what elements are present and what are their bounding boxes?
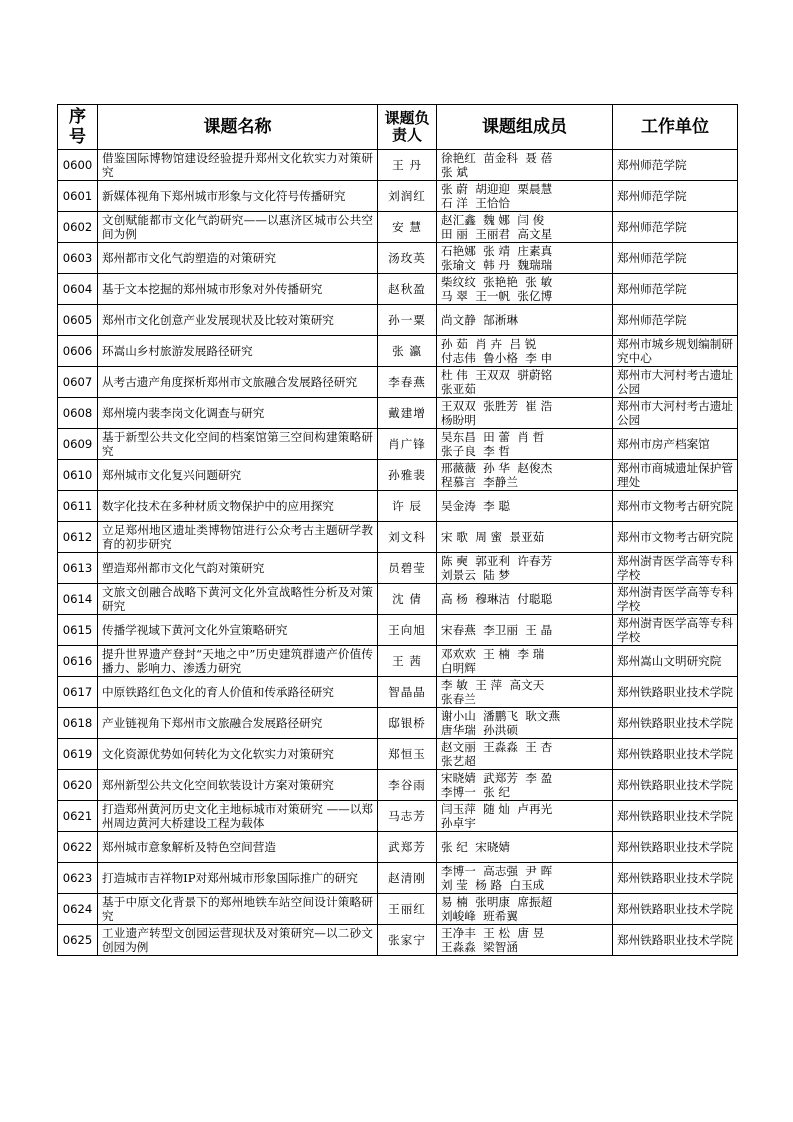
table-row	[58, 212, 738, 243]
work-unit: 郑州澍青医学高等专科学校	[613, 584, 738, 615]
project-members: 张 纪 宋晓婧	[437, 832, 613, 863]
project-title: 环嵩山乡村旅游发展路径研究	[98, 336, 378, 367]
work-unit: 郑州市文物考古研究院	[613, 522, 738, 553]
header-members: 课题组成员	[437, 105, 613, 150]
row-number: 0600	[58, 150, 98, 181]
row-number: 0619	[58, 739, 98, 770]
table-row	[58, 243, 738, 274]
project-title: 郑州新型公共文化空间软装设计方案对策研究	[98, 770, 378, 801]
work-unit: 郑州市城乡规划编制研究中心	[613, 336, 738, 367]
project-title: 基于文本挖掘的郑州城市形象对外传播研究	[98, 274, 378, 305]
row-number: 0601	[58, 181, 98, 212]
project-title: 塑造郑州都市文化气韵对策研究	[98, 553, 378, 584]
project-members: 柴纹纹 张艳艳 张 敏 马 翠 王一帆 张亿博	[437, 274, 613, 305]
header-unit: 工作单位	[613, 105, 738, 150]
project-leader: 马志芳	[378, 801, 437, 832]
project-leader: 许 辰	[378, 491, 437, 522]
project-members: 李 敏 王 萍 高文天 张春兰	[437, 677, 613, 708]
table-row	[58, 894, 738, 925]
row-number: 0621	[58, 801, 98, 832]
work-unit: 郑州市大河村考古遗址公园	[613, 367, 738, 398]
work-unit: 郑州铁路职业技术学院	[613, 770, 738, 801]
row-number: 0625	[58, 925, 98, 956]
project-leader: 赵清刚	[378, 863, 437, 894]
project-table	[57, 104, 738, 956]
row-number: 0616	[58, 646, 98, 677]
project-leader: 王向旭	[378, 615, 437, 646]
project-title: 数字化技术在多种材质文物保护中的应用探究	[98, 491, 378, 522]
header-leader: 课题负责人	[378, 105, 437, 150]
project-leader: 邸银桥	[378, 708, 437, 739]
project-members: 孙 茹 肖 卉 吕 锐 付志伟 鲁小格 李 申	[437, 336, 613, 367]
table-row	[58, 336, 738, 367]
row-number: 0604	[58, 274, 98, 305]
header-row	[58, 105, 738, 150]
project-leader: 肖广锋	[378, 429, 437, 460]
table-row	[58, 181, 738, 212]
project-members: 赵汇鑫 魏 娜 闫 俊 田 丽 王丽君 高文星	[437, 212, 613, 243]
row-number: 0624	[58, 894, 98, 925]
work-unit: 郑州师范学院	[613, 150, 738, 181]
work-unit: 郑州市商城遗址保护管理处	[613, 460, 738, 491]
project-leader: 汤玫英	[378, 243, 437, 274]
table-row	[58, 274, 738, 305]
table-row	[58, 925, 738, 956]
project-title: 郑州城市文化复兴问题研究	[98, 460, 378, 491]
project-members: 宋春燕 李卫丽 王 晶	[437, 615, 613, 646]
table-row	[58, 429, 738, 460]
project-title: 打造城市吉祥物IP对郑州城市形象国际推广的研究	[98, 863, 378, 894]
project-leader: 王丽红	[378, 894, 437, 925]
table-row	[58, 677, 738, 708]
project-members: 尚文静 郜淅琳	[437, 305, 613, 336]
work-unit: 郑州市文物考古研究院	[613, 491, 738, 522]
project-members: 陈 奭 郭亚利 许春芳 刘景云 陆 梦	[437, 553, 613, 584]
table-row	[58, 491, 738, 522]
row-number: 0617	[58, 677, 98, 708]
table-row	[58, 553, 738, 584]
project-leader: 郑恒玉	[378, 739, 437, 770]
row-number: 0620	[58, 770, 98, 801]
project-members: 邓欢欢 王 楠 李 瑞 白明辉	[437, 646, 613, 677]
project-members: 宋晓婧 武郑芳 李 盈 李博一 张 纪	[437, 770, 613, 801]
table-row	[58, 460, 738, 491]
row-number: 0606	[58, 336, 98, 367]
project-leader: 王 丹	[378, 150, 437, 181]
row-number: 0608	[58, 398, 98, 429]
project-leader: 张 瀛	[378, 336, 437, 367]
project-members: 邢薇薇 孙 华 赵俊杰 程慕言 李静兰	[437, 460, 613, 491]
project-members: 徐艳红 苗金科 聂 蓓 张 斌	[437, 150, 613, 181]
row-number: 0618	[58, 708, 98, 739]
project-members: 宋 歌 周 蜜 景亚茹	[437, 522, 613, 553]
work-unit: 郑州市房产档案馆	[613, 429, 738, 460]
project-members: 赵文丽 王淼淼 王 杏 张艺超	[437, 739, 613, 770]
work-unit: 郑州铁路职业技术学院	[613, 801, 738, 832]
table-row	[58, 615, 738, 646]
project-title: 郑州境内裴李岗文化调查与研究	[98, 398, 378, 429]
project-leader: 王 茜	[378, 646, 437, 677]
project-title: 提升世界遗产登封“天地之中”历史建筑群遗产价值传播力、影响力、渗透力研究	[98, 646, 378, 677]
project-leader: 戴建增	[378, 398, 437, 429]
project-leader: 李谷雨	[378, 770, 437, 801]
project-members: 张 蔚 胡迎迎 栗晨慧 石 洋 王恰恰	[437, 181, 613, 212]
project-title: 文创赋能都市文化气韵研究——以惠济区城市公共空间为例	[98, 212, 378, 243]
table-row	[58, 305, 738, 336]
row-number: 0605	[58, 305, 98, 336]
project-leader: 孙雅裴	[378, 460, 437, 491]
project-members: 王净丰 王 松 唐 昱 王淼淼 梁智涵	[437, 925, 613, 956]
project-title: 文化资源优势如何转化为文化软实力对策研究	[98, 739, 378, 770]
row-number: 0613	[58, 553, 98, 584]
table-row	[58, 367, 738, 398]
work-unit: 郑州铁路职业技术学院	[613, 832, 738, 863]
work-unit: 郑州师范学院	[613, 274, 738, 305]
work-unit: 郑州铁路职业技术学院	[613, 708, 738, 739]
row-number: 0603	[58, 243, 98, 274]
table-row	[58, 801, 738, 832]
work-unit: 郑州澍青医学高等专科学校	[613, 553, 738, 584]
project-leader: 李春燕	[378, 367, 437, 398]
work-unit: 郑州师范学院	[613, 181, 738, 212]
work-unit: 郑州澍青医学高等专科学校	[613, 615, 738, 646]
project-members: 吴东昌 田 蕾 肖 哲 张子良 李 哲	[437, 429, 613, 460]
project-title: 文旅文创融合战略下黄河文化外宣战略性分析及对策研究	[98, 584, 378, 615]
work-unit: 郑州师范学院	[613, 305, 738, 336]
table-row	[58, 522, 738, 553]
project-leader: 武郑芳	[378, 832, 437, 863]
work-unit: 郑州师范学院	[613, 243, 738, 274]
project-leader: 赵秋盈	[378, 274, 437, 305]
project-members: 高 杨 穆琳洁 付聪聪	[437, 584, 613, 615]
project-members: 易 楠 张明康 席振超 刘峻峰 班希翼	[437, 894, 613, 925]
project-title: 打造郑州黄河历史文化主地标城市对策研究 ——以郑州周边黄河大桥建设工程为载体	[98, 801, 378, 832]
project-title: 立足郑州地区遗址类博物馆进行公众考古主题研学教育的初步研究	[98, 522, 378, 553]
row-number: 0610	[58, 460, 98, 491]
table-row	[58, 398, 738, 429]
project-leader: 智晶晶	[378, 677, 437, 708]
table-row	[58, 863, 738, 894]
row-number: 0612	[58, 522, 98, 553]
table-row	[58, 708, 738, 739]
project-members: 石艳娜 张 靖 庄素真 张瑜文 韩 丹 魏瑞瑞	[437, 243, 613, 274]
project-leader: 员碧莹	[378, 553, 437, 584]
header-title: 课题名称	[98, 105, 378, 150]
table-row	[58, 150, 738, 181]
project-title: 工业遗产转型文创园运营现状及对策研究—以二砂文创园为例	[98, 925, 378, 956]
row-number: 0614	[58, 584, 98, 615]
project-members: 杜 伟 王双双 骈蔚铭 张亚茹	[437, 367, 613, 398]
work-unit: 郑州市大河村考古遗址公园	[613, 398, 738, 429]
work-unit: 郑州铁路职业技术学院	[613, 863, 738, 894]
row-number: 0611	[58, 491, 98, 522]
project-leader: 张家宁	[378, 925, 437, 956]
project-title: 新媒体视角下郑州城市形象与文化符号传播研究	[98, 181, 378, 212]
project-members: 吴金涛 李 聪	[437, 491, 613, 522]
project-title: 产业链视角下郑州市文旅融合发展路径研究	[98, 708, 378, 739]
work-unit: 郑州铁路职业技术学院	[613, 677, 738, 708]
row-number: 0623	[58, 863, 98, 894]
row-number: 0607	[58, 367, 98, 398]
work-unit: 郑州铁路职业技术学院	[613, 894, 738, 925]
project-leader: 刘润红	[378, 181, 437, 212]
project-title: 郑州城市意象解析及特色空间营造	[98, 832, 378, 863]
row-number: 0615	[58, 615, 98, 646]
table-row	[58, 739, 738, 770]
work-unit: 郑州铁路职业技术学院	[613, 925, 738, 956]
project-leader: 沈 倩	[378, 584, 437, 615]
work-unit: 郑州师范学院	[613, 212, 738, 243]
row-number: 0602	[58, 212, 98, 243]
header-no: 序号	[58, 105, 98, 150]
project-title: 借鉴国际博物馆建设经验提升郑州文化软实力对策研究	[98, 150, 378, 181]
project-leader: 安 慧	[378, 212, 437, 243]
project-title: 基于新型公共文化空间的档案馆第三空间构建策略研究	[98, 429, 378, 460]
project-title: 中原铁路红色文化的育人价值和传承路径研究	[98, 677, 378, 708]
project-members: 王双双 张胜芳 崔 浩 杨盼明	[437, 398, 613, 429]
project-title: 郑州都市文化气韵塑造的对策研究	[98, 243, 378, 274]
project-title: 传播学视域下黄河文化外宣策略研究	[98, 615, 378, 646]
project-members: 闫玉萍 随 灿 卢再光 孙卓宇	[437, 801, 613, 832]
work-unit: 郑州嵩山文明研究院	[613, 646, 738, 677]
project-title: 基于中原文化背景下的郑州地铁车站空间设计策略研究	[98, 894, 378, 925]
project-leader: 孙一粟	[378, 305, 437, 336]
project-members: 李博一 高志强 尹 晖 刘 莹 杨 路 白玉成	[437, 863, 613, 894]
table-row	[58, 770, 738, 801]
row-number: 0609	[58, 429, 98, 460]
table-row	[58, 584, 738, 615]
table-row	[58, 832, 738, 863]
project-leader: 刘文科	[378, 522, 437, 553]
project-members: 谢小山 潘鹏飞 耿文燕 唐华瑞 孙洪硕	[437, 708, 613, 739]
project-title: 郑州市文化创意产业发展现状及比较对策研究	[98, 305, 378, 336]
row-number: 0622	[58, 832, 98, 863]
table-body	[58, 150, 738, 956]
work-unit: 郑州铁路职业技术学院	[613, 739, 738, 770]
project-title: 从考古遗产角度探析郑州市文旅融合发展路径研究	[98, 367, 378, 398]
table-row	[58, 646, 738, 677]
